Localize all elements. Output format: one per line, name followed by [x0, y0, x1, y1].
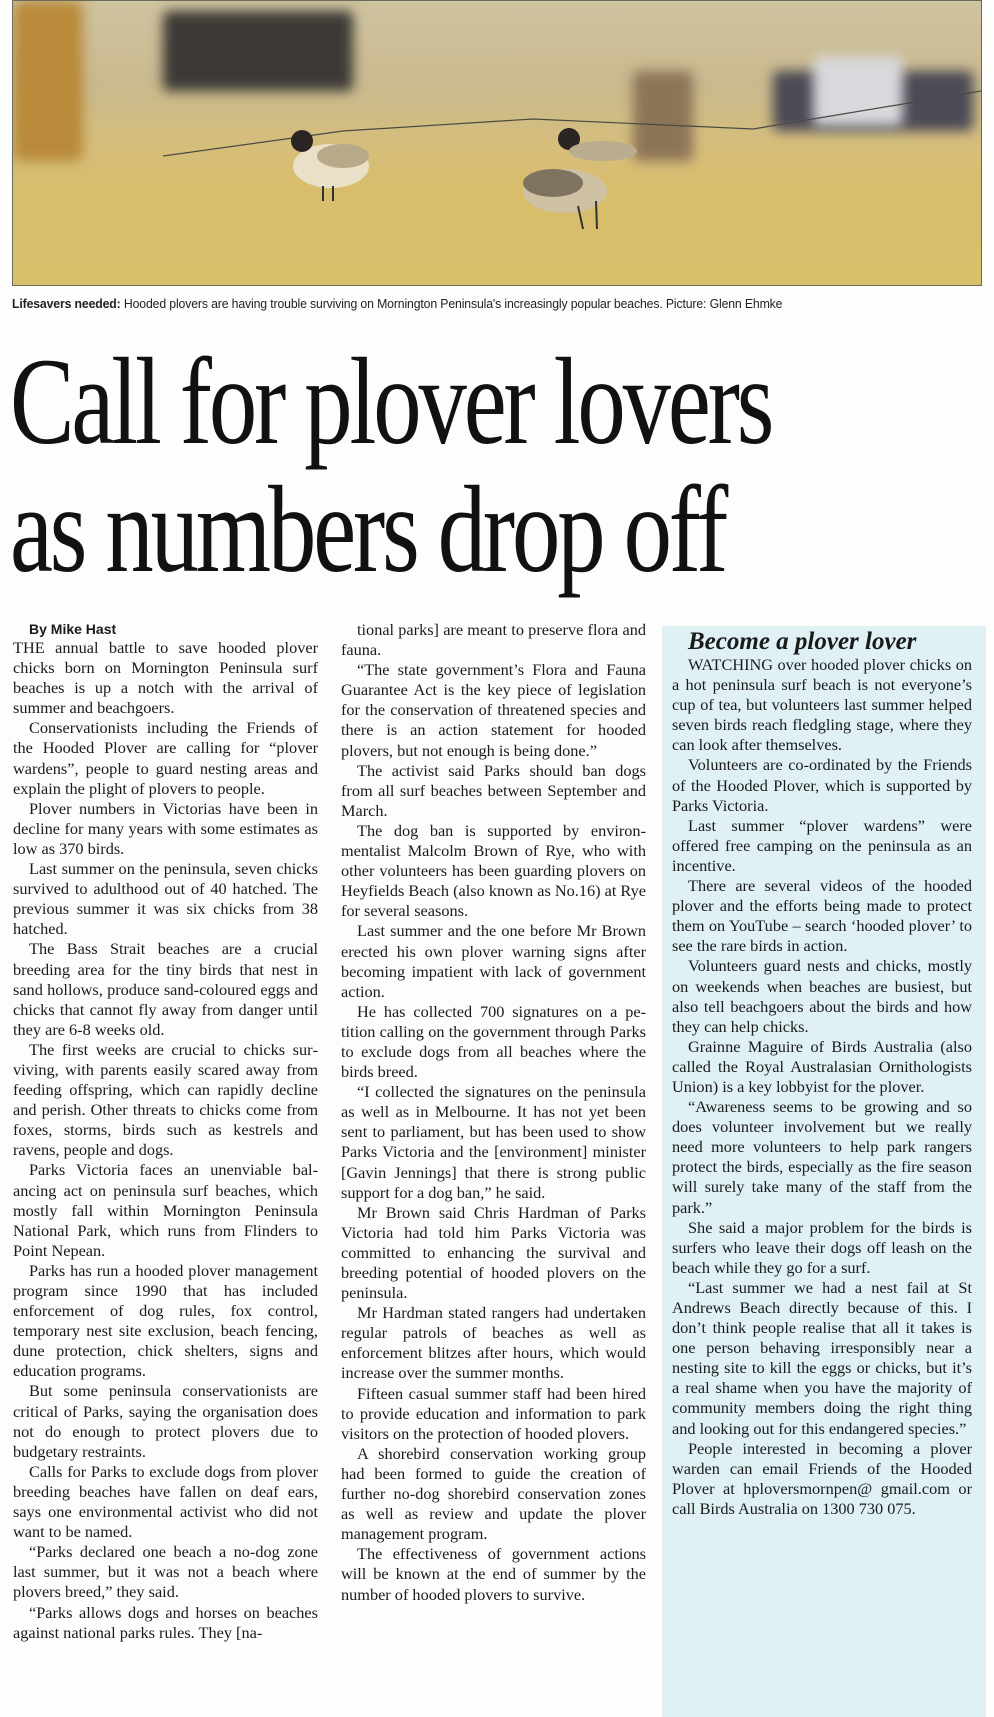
paragraph: Grainne Maguire of Birds Australia (also called the Royal Australasian Ornithologists Union) is a key lobbyist for the plover.	[672, 1036, 972, 1096]
paragraph: Plover numbers in Victorias have been in decline for many years with some estimates as low as 370 birds.	[13, 798, 318, 858]
paragraph: A shorebird conservation working group had been formed to guide the creation of further no-dog shorebird conservation zones as well as review and update the plover management program.	[341, 1443, 646, 1544]
paragraph: The first weeks are crucial to chicks surviving, with parents easily scared away from feeding offspring, which can rapidly decline and perish. Other threats to chicks come from foxes, storms, birds such as kestrels and ravens, people and dogs.	[13, 1039, 318, 1160]
paragraph: Conservationists including the Friends of the Hooded Plover are calling for “plover wardens”, people to guard nesting areas and explain the plight of plovers to people.	[13, 718, 318, 798]
paragraph: The effectiveness of government actions will be known at the end of summer by the number of hooded plovers to survive.	[341, 1544, 646, 1604]
paragraph: “Parks declared one beach a no-dog zone last summer, but it was not a beach where plovers breed,” they said.	[13, 1542, 318, 1602]
headline-line-1: Call for plover lovers	[10, 333, 772, 470]
article-photo	[12, 0, 982, 286]
paragraph: People interested in becoming a plover warden can email Friends of the Hooded Plover at hploversmornpen@ gmail.com or call Birds Australia on 1300 730 075.	[672, 1438, 972, 1518]
headline	[10, 333, 774, 598]
headline-line-2: as numbers drop off	[10, 461, 726, 598]
photo-plovers	[13, 1, 981, 285]
paragraph: The activist said Parks should ban dogs from all surf beaches between September and March.	[341, 760, 646, 820]
paragraph: “Awareness seems to be growing and so does volunteer involvement but we really need more volunteers to help park rangers protect the birds, especially as the fire season will surely take many of the staff from the park.”	[672, 1097, 972, 1217]
paragraph: There are several videos of the hooded plover and the efforts being made to protect them on YouTube – search ‘hooded plover’ to see the rare birds in action.	[672, 876, 972, 956]
paragraph: Parks Victoria faces an unenviable balancing act on peninsula surf beaches, which mostly fall within Mornington Peninsula National Park, which runs from Flinders to Point Nepean.	[13, 1160, 318, 1260]
paragraph: The dog ban is supported by environmentalist Malcolm Brown of Rye, who with other volunteers has been guarding plovers on Heyfields Beach (also known as No.16) at Rye for several seasons.	[341, 820, 646, 921]
plover-right	[523, 128, 637, 229]
paragraph: Calls for Parks to exclude dogs from plover breeding beaches have fallen on deaf ears, says one environmental activist who did not want to be named.	[13, 1461, 318, 1542]
plover-left	[291, 130, 369, 201]
paragraph: THE annual battle to save hooded plover chicks born on Mornington Peninsula surf beaches is up a notch with the arrival of summer and beachgoers.	[13, 638, 318, 718]
paragraph: Volunteers are co-ordinated by the Friends of the Hooded Plover, which is supported by Parks Victoria.	[672, 755, 972, 815]
paragraph: Last summer and the one before Mr Brown erected his own plover warning signs after becoming impatient with lack of government action.	[341, 921, 646, 1001]
paragraph: Mr Brown said Chris Hardman of Parks Victoria had told him Parks Victoria was committed to enhancing the survival and breeding potential of hooded plovers on the peninsula.	[341, 1202, 646, 1303]
paragraph: “The state government’s Flora and Fauna Guarantee Act is the key piece of legislation for the conservation of threatened species and there is an action statement for hooded plovers, but not enough is being done.”	[341, 660, 646, 760]
paragraph: Volunteers guard nests and chicks, mostly on weekends when beaches are busiest, but also tell beachgoers about the birds and how they can help chicks.	[672, 956, 972, 1036]
sidebar-title: Become a plover lover	[688, 628, 917, 655]
paragraph: But some peninsula conservationists are critical of Parks, saying the organisation does not do enough to protect plovers due to budgetary restraints.	[13, 1381, 318, 1461]
article-column-1	[13, 620, 318, 1643]
paragraph: He has collected 700 signatures on a petition calling on the government through Parks to exclude dogs from all beaches where the birds breed.	[341, 1001, 646, 1082]
sidebar-column	[672, 629, 972, 1519]
paragraph: The Bass Strait beaches are a crucial breeding area for the tiny birds that nest in sand hollows, produce sand-coloured eggs and chicks that cannot fly away from danger until they are 6-8 weeks old.	[13, 939, 318, 1039]
paragraph: WATCHING over hooded plover chicks on a hot peninsula surf beach is not everyone’s cup of tea, but volunteers last summer helped seven birds reach fledgling stage, where they can look after themselves.	[672, 655, 972, 755]
paragraph: Mr Hardman stated rangers had undertaken regular patrols of beaches as well as enforcement blitzes after hours, which would increase over the summer months.	[341, 1303, 646, 1383]
caption-label: Lifesavers needed:	[12, 296, 121, 311]
byline: By Mike Hast	[29, 621, 117, 637]
paragraph: She said a major problem for the birds is surfers who leave their dogs off leash on the beach while they go for a surf.	[672, 1217, 972, 1277]
article-column-2	[341, 620, 646, 1605]
paragraph: Fifteen casual summer staff had been hired to provide education and information to park visitors on the protection of hooded plovers.	[341, 1383, 646, 1443]
photo-caption	[12, 296, 912, 311]
caption-text: Hooded plovers are having trouble surviving on Mornington Peninsula's increasingly popular beaches. Picture: Glenn Ehmke	[120, 296, 783, 311]
paragraph: “Parks allows dogs and horses on beaches against national parks rules. They [na-	[13, 1602, 318, 1642]
paragraph: “I collected the signatures on the peninsula as well as in Melbourne. It has not yet been sent to parliament, but has been used to show Parks Victoria and the [environment] minister [Gavin Jennings] that there is strong public support for a dog ban,” he said.	[341, 1082, 646, 1202]
paragraph: Parks has run a hooded plover management program since 1990 that has included enforcement of dog rules, fox control, temporary nest site exclusion, beach fencing, dune protection, chick shelters, signs and education programs.	[13, 1260, 318, 1381]
paragraph: Last summer on the peninsula, seven chicks survived to adulthood out of 40 hatched. The previous summer it was six chicks from 38 hatched.	[13, 859, 318, 939]
paragraph: Last summer “plover wardens” were offered free camping on the peninsula as an incentive.	[672, 815, 972, 875]
paragraph: “Last summer we had a nest fail at St Andrews Beach directly because of this. I don’t think people realise that all it takes is one person behaving irresponsibly near a nesting site to kill the eggs or chicks, but it’s a real shame when you have the majority of community members doing the right thing and looking out for this endangered species.”	[672, 1277, 972, 1438]
paragraph: tional parks] are meant to preserve flora and fauna.	[341, 620, 646, 660]
